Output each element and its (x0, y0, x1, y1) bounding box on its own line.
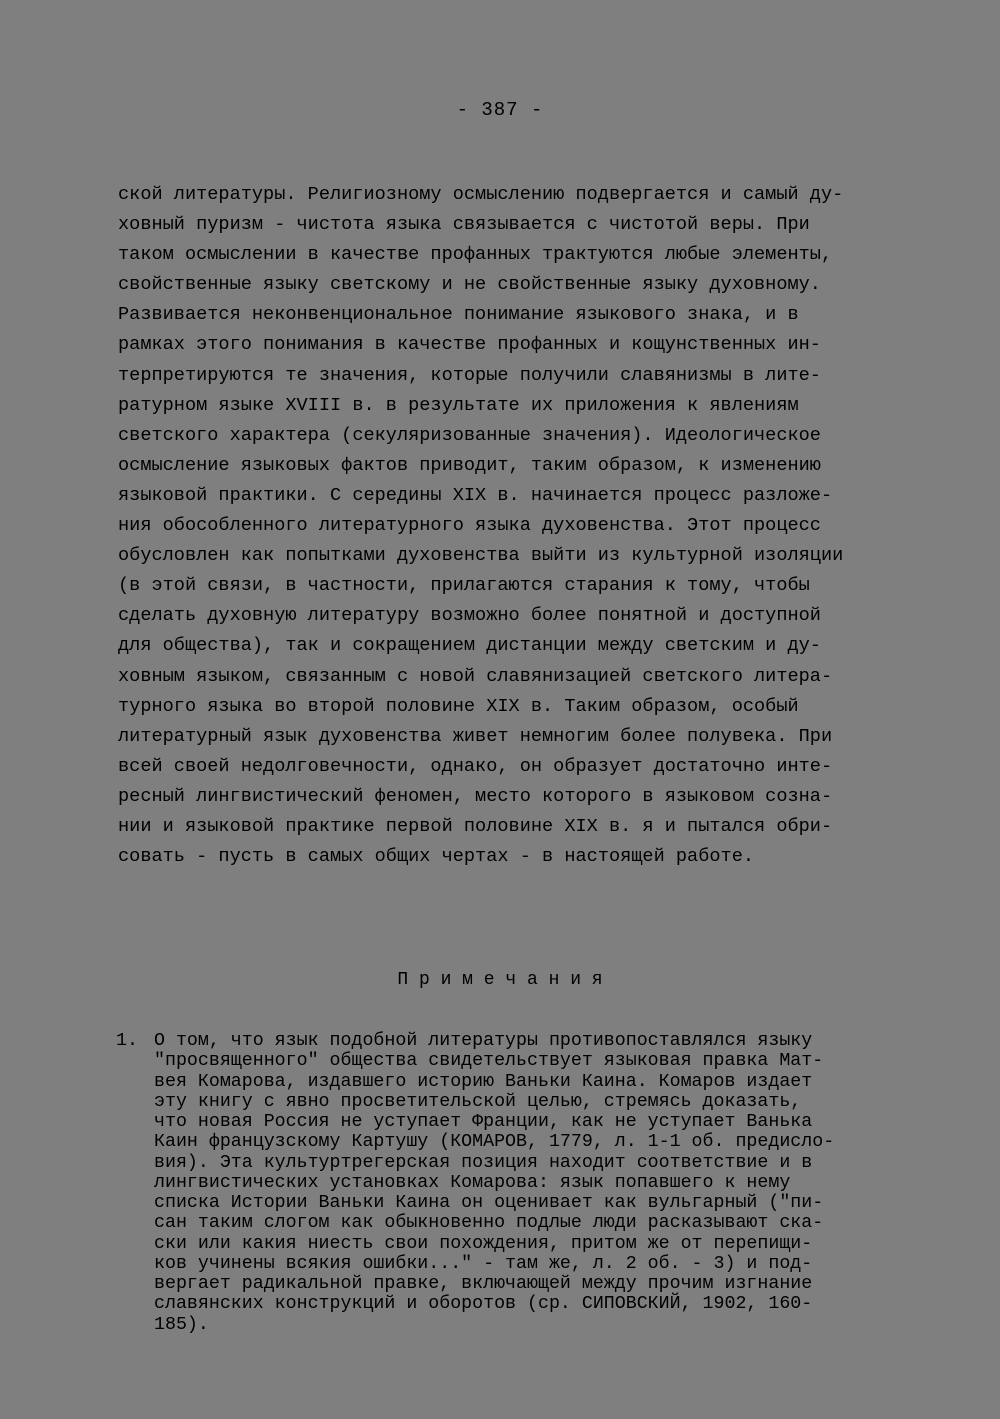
text-line: ресный лингвистический феномен, место которого в языковом созна- (118, 785, 833, 807)
footnote-line: списка Истории Ваньки Каина он оценивает как вульгарный ("пи- (154, 1193, 824, 1213)
footnote-line: славянских конструкций и оборотов (ср. СИПОВСКИЙ, 1902, 160- (154, 1294, 813, 1315)
text-line: Развивается неконвенциональное понимание языкового знака, и в (118, 304, 799, 326)
text-line: ратурном языке XVIII в. в результате их приложения к явлениям (118, 394, 799, 416)
text-line: литературный язык духовенства живет немногим более полувека. При (118, 725, 833, 747)
main-text (118, 180, 908, 872)
text-line: свойственные языку светскому и не свойственные языку духовному. (118, 274, 821, 296)
footnote-line: ков учинены всякия ошибки..." - там же, л. 2 об. - 3) и под- (154, 1253, 813, 1274)
text-line: всей своей недолговечности, однако, он образует достаточно инте- (118, 755, 833, 777)
text-line: (в этой связи, в частности, прилагаются старания к тому, чтобы (118, 575, 810, 597)
text-line: нии и языковой практике первой половине XIX в. я и пытался обри- (118, 815, 833, 837)
footnote-line: лингвистических установках Комарова: язык попавшего к нему (154, 1172, 791, 1193)
text-line: ния обособленного литературного языка духовенства. Этот процесс (118, 515, 821, 537)
notes-heading: П р и м е ч а н и я (397, 970, 603, 990)
footnote-line: 185). (154, 1314, 209, 1335)
footnote-line: что новая Россия не уступает Франции, как не уступает Ванька (154, 1112, 813, 1132)
text-line: светского характера (секуляризованные значения). Идеологическое (118, 424, 821, 446)
text-line: языковой практики. С середины XIX в. начинается процесс разложе- (118, 484, 833, 506)
footnote-line: Каин французскому Картушу (КОМАРОВ, 1779, л. 1-1 об. предисло- (154, 1132, 835, 1153)
footnote-line: О том, что язык подобной литературы противопоставлялся языку (154, 1031, 813, 1051)
footnote-line: эту книгу с явно просветительской целью, стремясь доказать, (154, 1091, 802, 1112)
footnote-line: вергает радикальной правке, включающей между прочим изгнание (154, 1274, 813, 1294)
text-line: рамках этого понимания в качестве профанных и кощунственных ин- (118, 334, 821, 356)
text-line: ховный пуризм - чистота языка связывается с чистотой веры. При (118, 214, 810, 236)
footnote-line: вия). Эта культуртрегерская позиция находит соответствие и в (154, 1152, 813, 1173)
text-line: таком осмыслении в качестве профанных трактуются любые элементы, (118, 244, 833, 266)
footnote-text (154, 1031, 834, 1335)
text-line: ховным языком, связанным с новой славянизацией светского литера- (118, 665, 833, 687)
footnote-line: ски или какия ниесть свои похождения, притом же от перепищи- (154, 1233, 813, 1254)
footnote-line: вея Комарова, издавшего историю Ваньки Каина. Комаров издает (154, 1071, 813, 1092)
footnote-line: сан таким слогом как обыкновенно подлые люди расказывают ска- (154, 1213, 824, 1234)
text-line: для общества), так и сокращением дистанции между светским и ду- (118, 635, 821, 657)
text-line: турного языка во второй половине XIX в. Таким образом, особый (118, 695, 799, 717)
text-line: терпретируются те значения, которые получили славянизмы в лите- (118, 364, 821, 386)
text-line: осмысление языковых фактов приводит, таким образом, к изменению (118, 454, 821, 476)
text-line: совать - пусть в самых общих чертах - в настоящей работе. (118, 846, 755, 868)
text-line: ской литературы. Религиозному осмыслению подвергается и самый ду- (118, 184, 844, 205)
footnote-line: "просвященного" общества свидетельствует языковая правка Мат- (154, 1051, 824, 1072)
page-number: - 387 - (456, 99, 544, 121)
text-line: обусловлен как попытками духовенства выйти из культурной изоляции (118, 545, 844, 567)
text-line: сделать духовную литературу возможно более понятной и доступной (118, 605, 821, 627)
footnote-number: 1. (116, 1031, 138, 1051)
